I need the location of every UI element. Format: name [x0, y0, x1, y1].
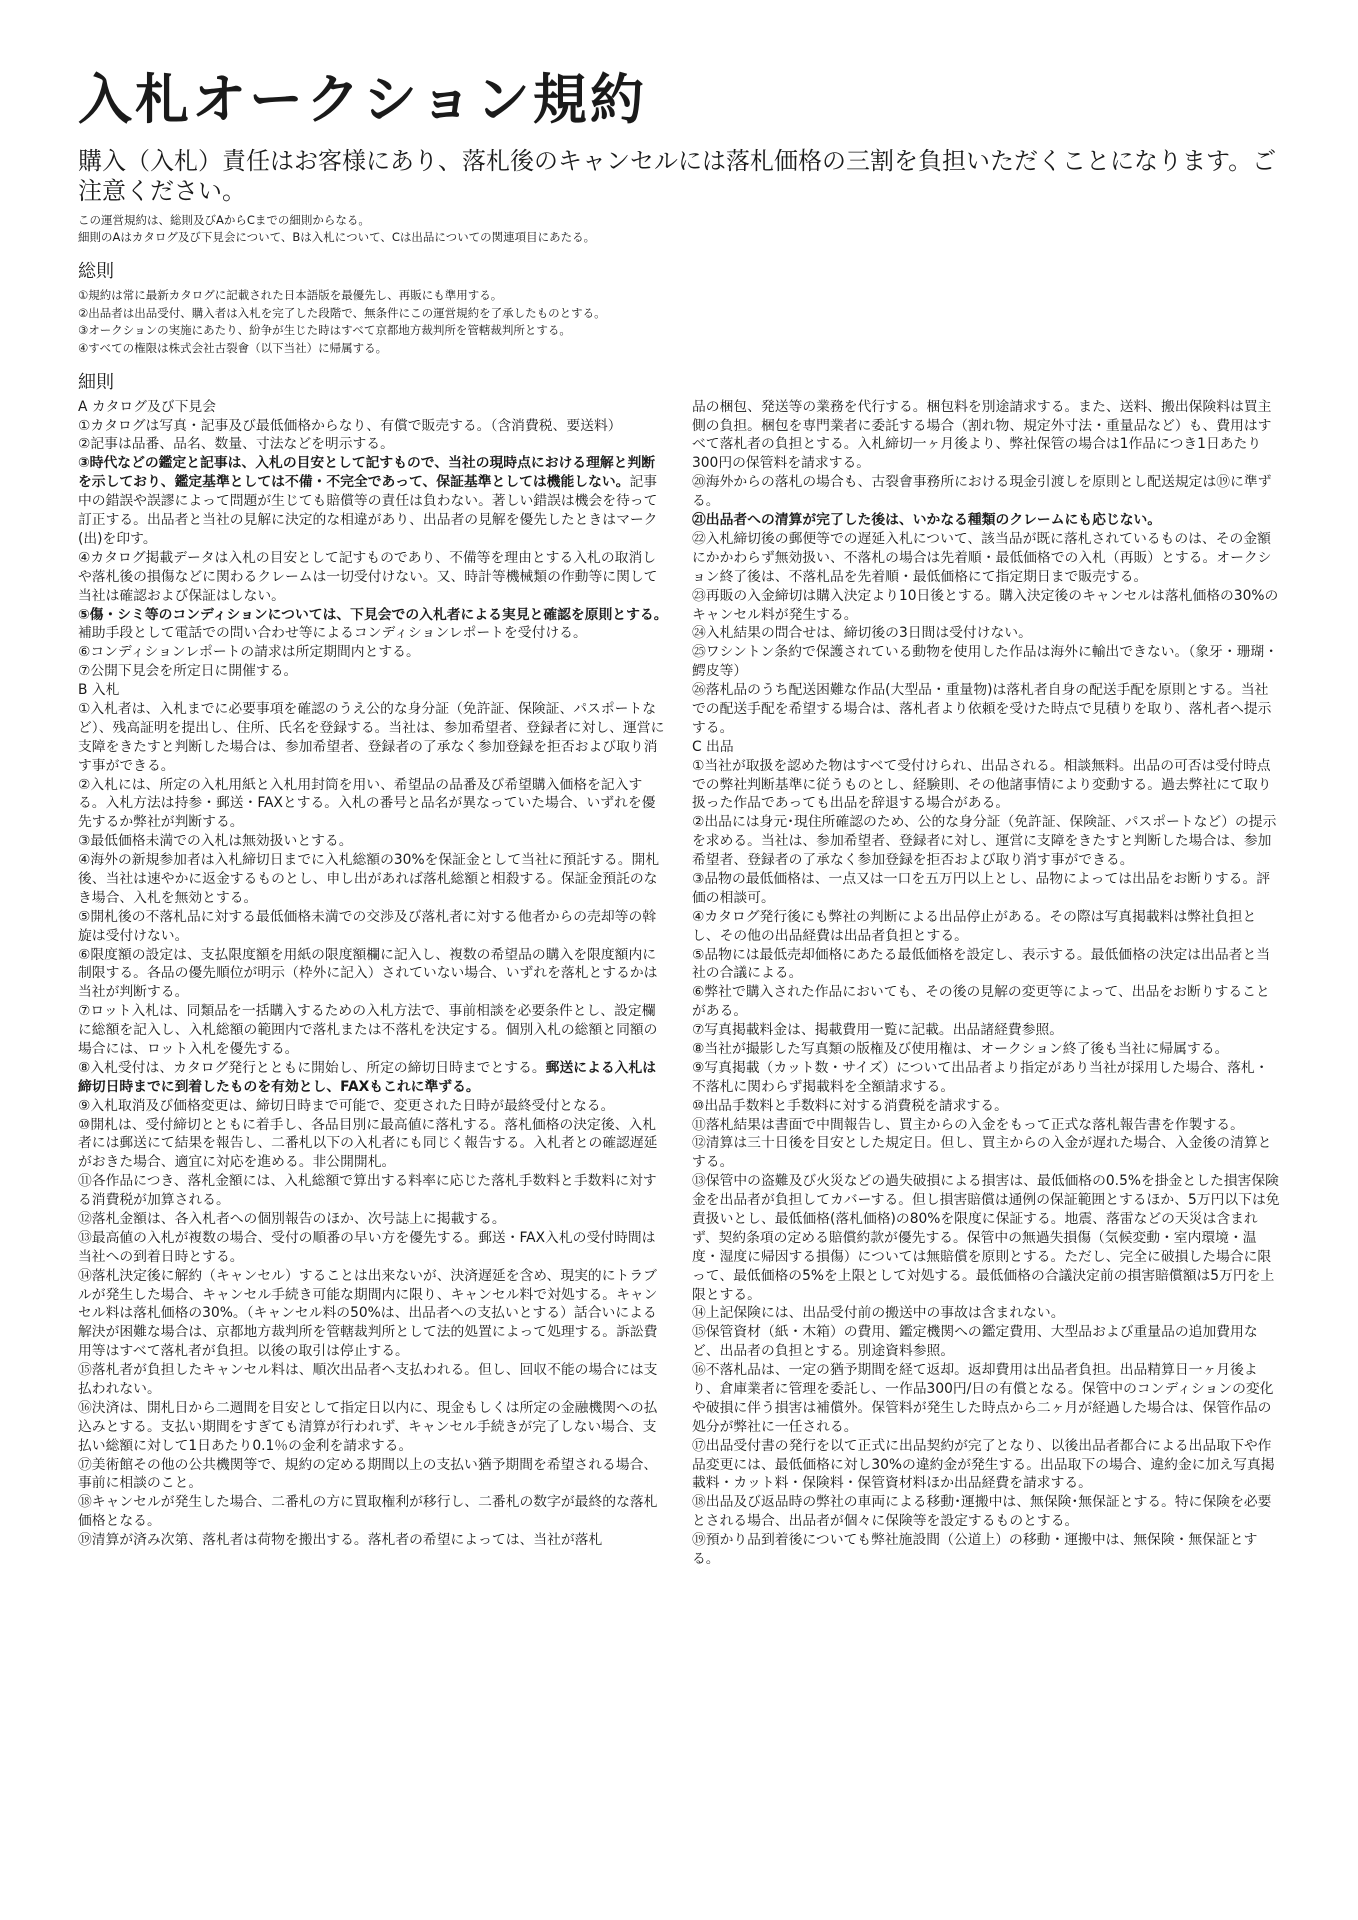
rule-c10: ⑩出品手数料と手数料に対する消費税を請求する。 [692, 1097, 1008, 1114]
intro-line-2: 細則のAはカタログ及び下見会について、Bは入札について、Cは出品についての関連項目にあたる。 [78, 229, 596, 244]
rule-c2: ②出品には身元･現住所確認のため、公的な身分証（免許証、保険証、パスポートなど）の提示を求める。当社は、参加希望者、登録者に対し、運営に支障をきたすと判断した場合は、参加希望者、登録者の了承なく参加登録を拒否および取り消す事ができる。 [692, 814, 1277, 869]
rule-a3-text: 記事中の錯誤や誤謬によって問題が生じても賠償等の責任は負わない。著しい錯誤は機会を待って訂正する。出品者と当社の見解に決定的な相違があり、出品者の見解を優先したときはマーク(出)を印す。 [78, 474, 658, 547]
rule-a5-text: 補助手段として電話での問い合わせ等によるコンディションレポートを受付ける。 [78, 625, 587, 642]
rule-b21: ㉑出品者への清算が完了した後は、いかなる種類のクレームにも応じない。 [692, 512, 1162, 529]
rule-c4: ④カタログ発行後にも弊社の判断による出品停止がある。その際は写真掲載料は弊社負担とし、その他の出品経費は出品者負担とする。 [692, 908, 1257, 944]
general-item: ②出品者は出品受付、購入者は入札を完了した段階で、無条件にこの運営規約を了承したものとする。 [78, 305, 606, 320]
lead-warning: 購入（入札）責任はお客様にあり、落札後のキャンセルには落札価格の三割を負担いただくことになります。ご注意ください。 [78, 147, 1277, 205]
rule-a4: ④カタログ掲載データは入札の目安として記すものであり、不備等を理由とする入札の取消しや落札後の損傷などに関わるクレームは一切受付けない。又、時計等機械類の作動等に関して当社は確認および保証はしない。 [78, 549, 658, 604]
rule-c8: ⑧当社が撮影した写真類の版権及び使用権は、オークション終了後も当社に帰属する。 [692, 1040, 1229, 1057]
rule-b11: ⑪各作品につき、落札金額には、入札総額で算出する料率に応じた落札手数料と手数料に対する消費税が加算される。 [78, 1173, 657, 1209]
rule-a3 [78, 454, 668, 548]
rule-c12: ⑫清算は三十日後を目安とした規定日。但し、買主からの入金が遅れた場合、入金後の清算とする。 [692, 1135, 1272, 1171]
section-c-heading: C 出品 [692, 738, 734, 755]
rule-b12: ⑫落札金額は、各入札者への個別報告のほか、次号誌上に掲載する。 [78, 1211, 506, 1227]
rule-b24: ㉔入札結果の問合せは、締切後の3日間は受付けない。 [692, 625, 1032, 642]
rule-b19-continued: 品の梱包、発送等の業務を代行する。梱包料を別途請求する。また、送料、搬出保険料は買主側の負担。梱包を専門業者に委託する場合（割れ物、規定外寸法・重量品など）も、費用はすべて落札者の負担とする。入札締切一ヶ月後より、弊社保管の場合は1作品につき1日あたり300円の保管料を請求する。 [692, 398, 1272, 472]
section-b-heading: B 入札 [78, 682, 120, 699]
rule-c14: ⑭上記保険には、出品受付前の搬送中の事故は含まれない。 [692, 1305, 1065, 1322]
rule-b22: ㉒入札締切後の郵便等での遅延入札について、該当品が既に落札されているものは、その金額にかかわらず無効扱い、不落札の場合は先着順・最低価格での入札（再販）とする。オークション終了後は、不落札品を先着順・最低価格にて指定期日まで販売する。 [692, 530, 1272, 585]
general-item: ③オークションの実施にあたり、紛争が生じた時はすべて京都地方裁判所を管轄裁判所とする。 [78, 323, 571, 338]
rule-a2: ②記事は品番、品名、数量、寸法などを明示する。 [78, 436, 394, 453]
rule-a5-bold: ⑤傷・シミ等のコンディションについては、下見会での入札者による実見と確認を原則とする。 [78, 606, 668, 623]
terms-page [78, 70, 1282, 1569]
rule-b16: ⑯決済は、開札日から二週間を目安として指定日以内に、現金もしくは所定の金融機関への払込みとする。支払い期間をすぎても清算が行われず、キャンセル手続きが完了しない場合、支払い総額に対して1日あたり0.1％の金利を請求する。 [78, 1399, 658, 1454]
section-a-heading: A カタログ及び下見会 [78, 398, 216, 415]
rule-a5 [78, 606, 668, 644]
rule-a1: ①カタログは写真・記事及び最低価格からなり、有償で販売する。（含消費税、要送料） [78, 417, 622, 434]
rule-c9: ⑨写真掲載（カット数・サイズ）について出品者より指定があり当社が採用した場合、落札・不落札に関わらず掲載料を全額請求する。 [692, 1059, 1269, 1095]
rule-b8-bold: 郵送による入札は締切日時までに到着したものを有効とし、FAXもこれに準ずる。 [78, 1059, 657, 1095]
details-left-column [78, 398, 668, 1569]
rule-a6: ⑥コンディションレポートの請求は所定期間内とする。 [78, 644, 420, 661]
rule-c18: ⑱出品及び返品時の弊社の車両による移動･運搬中は、無保険･無保証とする。特に保険を必要とされる場合、出品者が個々に保険等を設定するものとする。 [692, 1494, 1272, 1530]
rule-b17: ⑰美術館その他の公共機関等で、規約の定める期間以上の支払い猶予期間を希望される場合、事前に相談のこと。 [78, 1456, 658, 1492]
rule-c13: ⑬保管中の盗難及び火災などの過失破損による損害は、最低価格の0.5%を掛金とした損害保険金を出品者が負担してカバーする。但し損害賠償は通例の保証範囲とするほか、5万円以下は免責扱いとし、最低価格(落札価格)の80%を限度に保証する。地震、落雷などの天災は含まれず、契約条項の定める賠償約款が優先する。保管中の無過失損傷（気候変動・室内環境・温度・湿度に帰因する損傷）については無賠償を原則とする。ただし、完全に破損した場合に限って、最低価格の5%を上限として対処する。最低価格の合議決定前の損害賠償額は5万円を上限とする。 [692, 1173, 1280, 1303]
rule-b25: ㉕ワシントン条約で保護されている動物を使用した作品は海外に輸出できない。（象牙・珊瑚・鰐皮等） [692, 644, 1279, 680]
rule-b20: ⑳海外からの落札の場合も、古裂會事務所における現金引渡しを原則とし配送規定は⑲に準ずる。 [692, 474, 1272, 510]
rule-c3: ③品物の最低価格は、一点又は一口を五万円以上とし、品物によっては出品をお断りする。評価の相談可。 [692, 870, 1271, 906]
rule-c17: ⑰出品受付書の発行を以て正式に出品契約が完了となり、以後出品者都合による出品取下や作品変更には、最低価格に対し30%の違約金が発生する。出品取下の場合、違約金に加え写真掲載料・カット料・保険料・保管資材料ほか出品経費を請求する。 [692, 1437, 1275, 1492]
rule-c5: ⑤品物には最低売却価格にあたる最低価格を設定し、表示する。最低価格の決定は出品者と当社の合議による。 [692, 946, 1271, 982]
rule-b14: ⑭落札決定後に解約（キャンセル）することは出来ないが、決済遅延を含め、現実的にトラブルが発生した場合、キャンセル手続き可能な期間内に限り、キャンセル料で対処する。キャンセル料は落札価格の30%。（キャンセル料の50%は、出品者への支払いとする）話合いによる解決が困難な場合は、京都地方裁判所を管轄裁判所として法的処置によって処理する。訴訟費用等はすべて落札者が負担。以後の取引は停止する。 [78, 1267, 658, 1360]
rule-c1: ①当社が取扱を認めた物はすべて受付けられ、出品される。相談無料。出品の可否は受付時点での弊社判断基準に従うものとし、経験則、その他諸事情により変動する。過去弊社にて取り扱った作品であっても出品を辞退する場合がある。 [692, 757, 1272, 812]
rule-b26: ㉖落札品のうち配送困難な作品(大型品・重量物)は落札者自身の配送手配を原則とする。当社での配送手配を希望する場合は、落札者より依頼を受けた時点で見積りを取り、落札者へ提示する。 [692, 682, 1272, 736]
rule-b2: ②入札には、所定の入札用紙と入札用封筒を用い、希望品の品番及び希望購入価格を記入する。入札方法は持参・郵送・FAXとする。入札の番号と品名が異なっていた場合、いずれを優先するか弊社が判断する。 [78, 776, 656, 831]
intro-line-1: この運営規約は、総則及びAからCまでの細則からなる。 [78, 212, 370, 227]
rule-b7: ⑦ロット入札は、同類品を一括購入するための入札方法で、事前相談を必要条件とし、設定欄に総額を記入し、入札総額の範囲内で落札または不落札を決定する。個別入札の総額と同額の場合には、ロット入札を優先する。 [78, 1003, 658, 1057]
rule-b3: ③最低価格未満での入札は無効扱いとする。 [78, 833, 353, 850]
rule-c11: ⑪落札結果は書面で中間報告し、買主からの入金をもって正式な落札報告書を作製する。 [692, 1116, 1244, 1133]
rule-c16: ⑯不落札品は、一定の猶予期間を経て返却。返却費用は出品者負担。出品精算日一ヶ月後より、倉庫業者に管理を委託し、一作品300円/日の有償となる。保管中のコンディションの変化や破損に伴う損害は補償外。保管料が発生した時点から二ヶ月が経過した場合は、保管作品の処分が弊社に一任される。 [692, 1362, 1274, 1435]
details-heading: 細則 [78, 372, 114, 394]
rule-c15: ⑮保管資材（紙・木箱）の費用、鑑定機関への鑑定費用、大型品および重量品の追加費用など、出品者の負担とする。別途資料参照。 [692, 1324, 1258, 1360]
rule-b6: ⑥限度額の設定は、支払限度額を用紙の限度額欄に記入し、複数の希望品の購入を限度額内に制限する。各品の優先順位が明示（枠外に記入）されていない場合、いずれを落札とするかは当社が判断する。 [78, 946, 658, 1001]
rule-a3-bold: ③時代などの鑑定と記事は、入札の目安として記すもので、当社の現時点における理解と判断を示しており、鑑定基準としては不備・不完全であって、保証基準としては機能しない。 [78, 455, 656, 491]
rule-b13: ⑬最高値の入札が複数の場合、受付の順番の早い方を優先する。郵送・FAX入札の受付時間は当社への到着日時とする。 [78, 1229, 656, 1265]
general-heading: 総則 [78, 261, 114, 283]
general-list [78, 287, 1282, 358]
rule-b10: ⑩開札は、受付締切とともに着手し、各品目別に最高値に落札する。落札価格の決定後、入札者には郵送にて結果を報告し、二番札以下の入札者にも同じく報告する。入札者との確認遅延がおきた場合、適宜に対応を進める。非公開開札。 [78, 1116, 658, 1171]
rule-b23: ㉓再販の入金締切は購入決定より10日後とする。購入決定後のキャンセルは落札価格の30%のキャンセル料が発生する。 [692, 587, 1279, 623]
rule-b5: ⑤開札後の不落札品に対する最低価格未満での交渉及び落札者に対する他者からの売却等の斡旋は受付けない。 [78, 908, 657, 944]
rule-b4: ④海外の新規参加者は入札締切日までに入札総額の30%を保証金として当社に預託する。開札後、当社は速やかに返金するものとし、申し出があれば落札総額と相殺する。保証金預託のなき場合、入札を無効とする。 [78, 852, 660, 906]
details-columns [78, 398, 1282, 1569]
rule-c6: ⑥弊社で購入された作品においても、その後の見解の変更等によって、出品をお断りすることがある。 [692, 984, 1270, 1020]
general-item: ④すべての権限は株式会社古裂會（以下当社）に帰属する。 [78, 341, 388, 356]
rule-b1: ①入札者は、入札までに必要事項を確認のうえ公的な身分証（免許証、保険証、パスポートなど）、残高証明を提出し、住所、氏名を登録する。当社は、参加希望者、登録者に対し、運営に支障をきたすと判断した場合は、参加希望者、登録者の了承なく参加登録を拒否および取り消す事ができる。 [78, 700, 665, 774]
rule-b8 [78, 1059, 668, 1097]
rule-a7: ⑦公開下見会を所定日に開催する。 [78, 663, 298, 680]
rule-b9: ⑨入札取消及び価格変更は、締切日時まで可能で、変更された日時が最終受付となる。 [78, 1097, 615, 1114]
rule-c7: ⑦写真掲載料金は、掲載費用一覧に記載。出品諸経費参照。 [692, 1022, 1064, 1039]
rule-b8-text: ⑧入札受付は、カタログ発行とともに開始し、所定の締切日時までとする。 [78, 1059, 546, 1076]
rule-b15: ⑮落札者が負担したキャンセル料は、順次出品者へ支払われる。但し、回収不能の場合には支払われない。 [78, 1362, 658, 1398]
page-title: 入札オークション規約 [78, 68, 647, 131]
details-right-column [692, 398, 1282, 1569]
rule-b19-start: ⑲清算が済み次第、落札者は荷物を搬出する。落札者の希望によっては、当社が落札 [78, 1532, 603, 1549]
rule-c19: ⑲預かり品到着後についても弊社施設間（公道上）の移動・運搬中は、無保険・無保証とする。 [692, 1532, 1258, 1568]
rule-b18: ⑱キャンセルが発生した場合、二番札の方に買取権利が移行し、二番札の数字が最終的な落札価格となる。 [78, 1494, 658, 1530]
general-item: ①規約は常に最新カタログに記載された日本語版を最優先し、再販にも準用する。 [78, 287, 503, 302]
